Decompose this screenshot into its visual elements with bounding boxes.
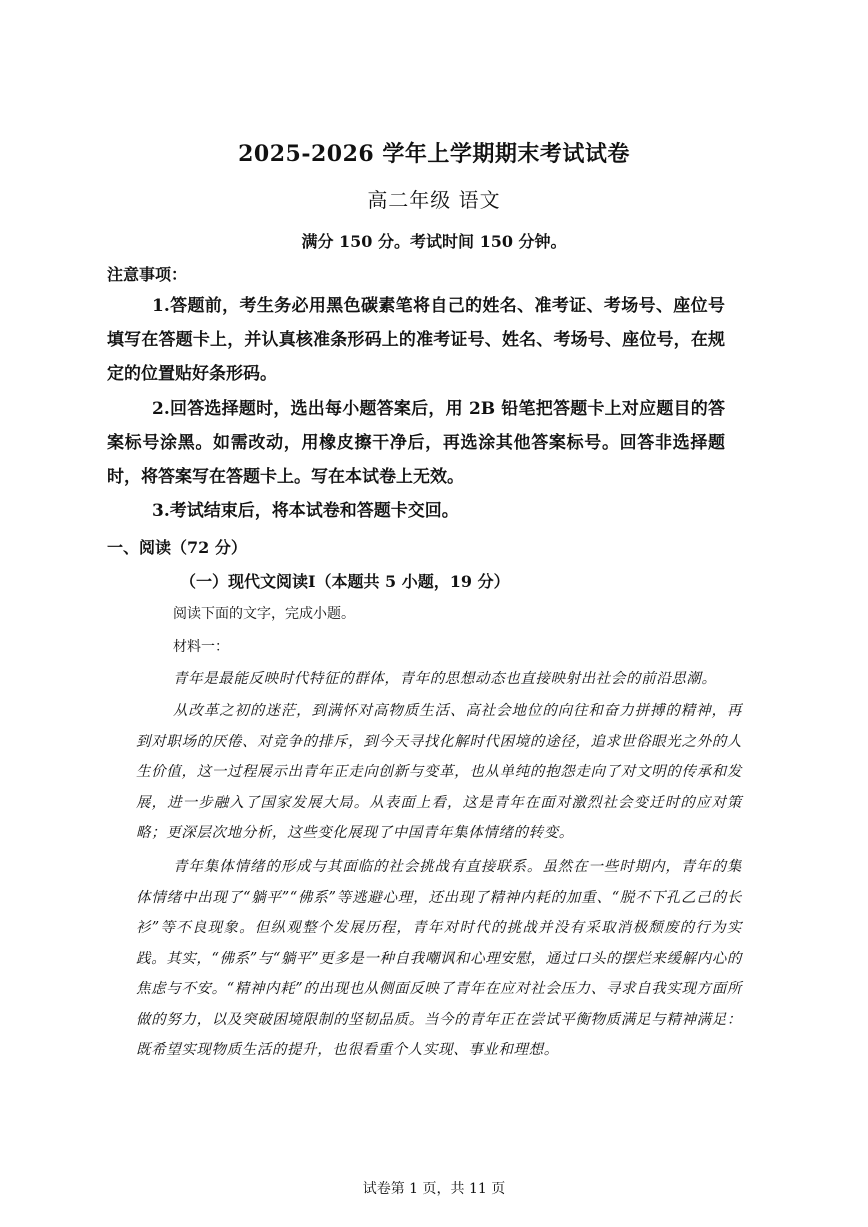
exam-title: 2025-2026 学年上学期期末考试试卷 (238, 141, 630, 167)
reading-instruction: 阅读下面的文字，完成小题。 (173, 606, 355, 622)
subsection-heading: （一）现代文阅读Ⅰ（本题共 5 小题，19 分） (180, 572, 510, 591)
page-footer: 试卷第 1 页，共 11 页 (362, 1181, 506, 1197)
passage-paragraph: 青年集体情绪的形成与其面临的社会挑战有直接联系。虽然在一些时期内，青年的集体情绪中出现了“躺平”“佛系”等逃避心理，还出现了精神内耗的加重、“脱不下孔乙己的长衫”等不良现象。但纵观整个发展历程，青年对时代的挑战并没有采取消极颓废的行为实践。其实，“佛系”与“躺平”更多是一种自我嘲讽和心理安慰，通过口头的摆烂来缓解内心的焦虑与不安。“精神内耗”的出现也从侧面反映了青年在应对社会压力、寻求自我实现方面所做的努力，以及突破困境限制的坚韧品质。当今的青年正在尝试平衡物质满足与精神满足：既希望实现物质生活的提升，也很看重个人实现、事业和理想。 (136, 859, 742, 1058)
notice-item-2: 2.回答选择题时，选出每小题答案后，用 2B 铅笔把答题卡上对应题目的答案标号涂黑。如需改动，用橡皮擦干净后，再选涂其他答案标号。回答非选择题时，将答案写在答题卡上。写在本试卷上无效。 (107, 399, 725, 487)
score-time-line: 满分 150 分。考试时间 150 分钟。 (301, 232, 567, 251)
section-heading: 一、阅读（72 分） (107, 538, 247, 557)
material-label: 材料一： (173, 639, 229, 655)
passage-paragraph: 青年是最能反映时代特征的群体，青年的思想动态也直接映射出社会的前沿思潮。 (173, 671, 717, 687)
notice-item-1: 1.答题前，考生务必用黑色碳素笔将自己的姓名、准考证、考场号、座位号填写在答题卡上，并认真核准条形码上的准考证号、姓名、考场号、座位号，在规定的位置贴好条形码。 (107, 296, 725, 384)
passage-paragraph: 从改革之初的迷茫，到满怀对高物质生活、高社会地位的向往和奋力拼搏的精神，再到对职场的厌倦、对竞争的排斥，到今天寻找化解时代困境的途径，追求世俗眼光之外的人生价值，这一过程展示出青年正走向创新与变革，也从单纯的抱怨走向了对文明的传承和发展，进一步融入了国家发展大局。从表面上看，这是青年在面对激烈社会变迁时的应对策略；更深层次地分析，这些变化展现了中国青年集体情绪的转变。 (136, 703, 742, 841)
notice-heading: 注意事项： (107, 265, 188, 284)
exam-subtitle: 高二年级 语文 (367, 188, 501, 212)
notice-item-3: 3.考试结束后，将本试卷和答题卡交回。 (152, 501, 459, 521)
